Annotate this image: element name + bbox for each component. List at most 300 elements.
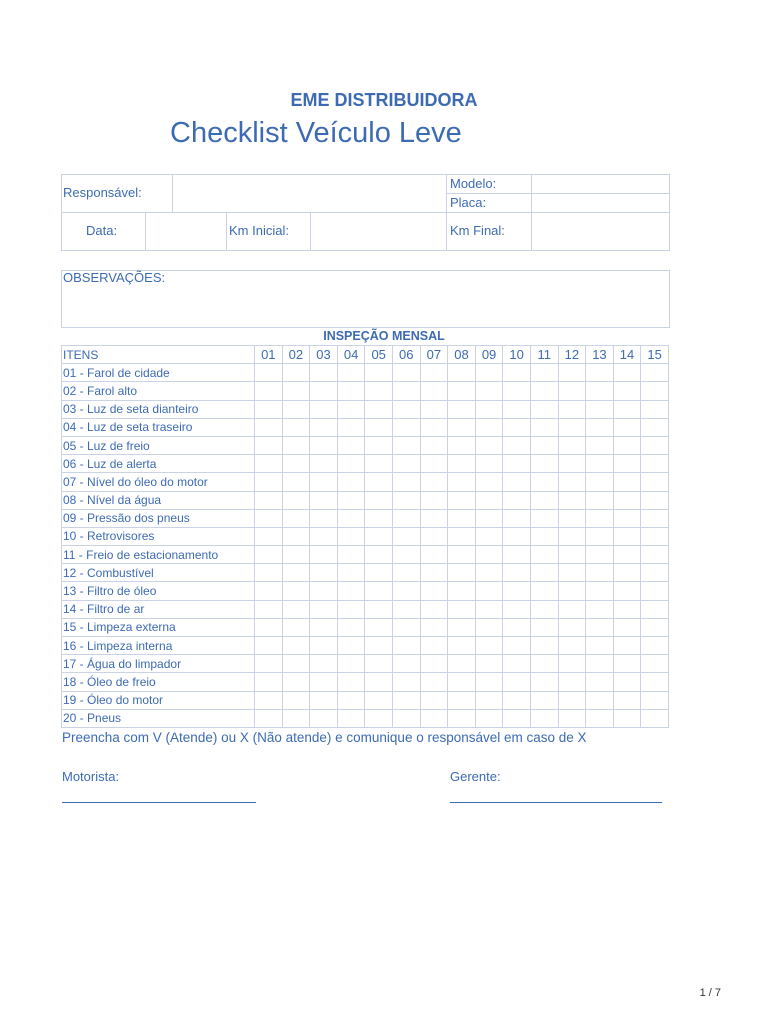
- check-cell[interactable]: [586, 436, 614, 454]
- check-cell[interactable]: [613, 473, 641, 491]
- check-cell[interactable]: [613, 564, 641, 582]
- check-cell[interactable]: [255, 527, 283, 545]
- check-cell[interactable]: [503, 400, 531, 418]
- check-cell[interactable]: [613, 582, 641, 600]
- check-cell[interactable]: [310, 655, 338, 673]
- check-cell[interactable]: [310, 527, 338, 545]
- check-cell[interactable]: [475, 400, 503, 418]
- check-cell[interactable]: [503, 600, 531, 618]
- check-cell[interactable]: [613, 400, 641, 418]
- check-cell[interactable]: [365, 527, 393, 545]
- check-cell[interactable]: [558, 673, 586, 691]
- check-cell[interactable]: [503, 382, 531, 400]
- check-cell[interactable]: [586, 564, 614, 582]
- check-cell[interactable]: [310, 418, 338, 436]
- check-cell[interactable]: [420, 455, 448, 473]
- check-cell[interactable]: [310, 436, 338, 454]
- check-cell[interactable]: [255, 509, 283, 527]
- check-cell[interactable]: [448, 527, 476, 545]
- check-cell[interactable]: [613, 491, 641, 509]
- check-cell[interactable]: [641, 709, 669, 727]
- check-cell[interactable]: [613, 637, 641, 655]
- check-cell[interactable]: [530, 546, 558, 564]
- check-cell[interactable]: [586, 709, 614, 727]
- check-cell[interactable]: [392, 655, 420, 673]
- check-cell[interactable]: [475, 364, 503, 382]
- check-cell[interactable]: [475, 436, 503, 454]
- check-cell[interactable]: [392, 509, 420, 527]
- check-cell[interactable]: [337, 618, 365, 636]
- check-cell[interactable]: [503, 527, 531, 545]
- check-cell[interactable]: [503, 418, 531, 436]
- check-cell[interactable]: [641, 655, 669, 673]
- check-cell[interactable]: [420, 382, 448, 400]
- check-cell[interactable]: [337, 491, 365, 509]
- check-cell[interactable]: [255, 582, 283, 600]
- check-cell[interactable]: [420, 491, 448, 509]
- check-cell[interactable]: [586, 473, 614, 491]
- check-cell[interactable]: [448, 400, 476, 418]
- check-cell[interactable]: [475, 564, 503, 582]
- check-cell[interactable]: [503, 509, 531, 527]
- check-cell[interactable]: [337, 655, 365, 673]
- check-cell[interactable]: [365, 491, 393, 509]
- check-cell[interactable]: [641, 455, 669, 473]
- check-cell[interactable]: [641, 564, 669, 582]
- check-cell[interactable]: [530, 691, 558, 709]
- check-cell[interactable]: [503, 364, 531, 382]
- check-cell[interactable]: [586, 400, 614, 418]
- check-cell[interactable]: [530, 382, 558, 400]
- check-cell[interactable]: [586, 364, 614, 382]
- check-cell[interactable]: [255, 618, 283, 636]
- check-cell[interactable]: [475, 491, 503, 509]
- check-cell[interactable]: [420, 691, 448, 709]
- check-cell[interactable]: [420, 673, 448, 691]
- check-cell[interactable]: [530, 491, 558, 509]
- check-cell[interactable]: [337, 709, 365, 727]
- check-cell[interactable]: [282, 600, 310, 618]
- check-cell[interactable]: [365, 400, 393, 418]
- check-cell[interactable]: [392, 564, 420, 582]
- check-cell[interactable]: [530, 564, 558, 582]
- check-cell[interactable]: [310, 709, 338, 727]
- check-cell[interactable]: [310, 673, 338, 691]
- check-cell[interactable]: [282, 473, 310, 491]
- check-cell[interactable]: [475, 455, 503, 473]
- check-cell[interactable]: [530, 400, 558, 418]
- check-cell[interactable]: [392, 364, 420, 382]
- check-cell[interactable]: [310, 546, 338, 564]
- check-cell[interactable]: [282, 382, 310, 400]
- check-cell[interactable]: [392, 546, 420, 564]
- check-cell[interactable]: [420, 418, 448, 436]
- check-cell[interactable]: [586, 546, 614, 564]
- check-cell[interactable]: [475, 709, 503, 727]
- check-cell[interactable]: [448, 546, 476, 564]
- check-cell[interactable]: [337, 400, 365, 418]
- check-cell[interactable]: [641, 509, 669, 527]
- check-cell[interactable]: [475, 600, 503, 618]
- check-cell[interactable]: [365, 436, 393, 454]
- check-cell[interactable]: [641, 364, 669, 382]
- check-cell[interactable]: [448, 382, 476, 400]
- check-cell[interactable]: [337, 382, 365, 400]
- check-cell[interactable]: [641, 418, 669, 436]
- check-cell[interactable]: [282, 491, 310, 509]
- check-cell[interactable]: [641, 618, 669, 636]
- check-cell[interactable]: [337, 455, 365, 473]
- check-cell[interactable]: [613, 382, 641, 400]
- check-cell[interactable]: [558, 564, 586, 582]
- check-cell[interactable]: [530, 455, 558, 473]
- check-cell[interactable]: [420, 509, 448, 527]
- check-cell[interactable]: [503, 709, 531, 727]
- check-cell[interactable]: [420, 546, 448, 564]
- check-cell[interactable]: [613, 418, 641, 436]
- check-cell[interactable]: [530, 600, 558, 618]
- check-cell[interactable]: [337, 527, 365, 545]
- check-cell[interactable]: [337, 564, 365, 582]
- check-cell[interactable]: [475, 655, 503, 673]
- check-cell[interactable]: [530, 509, 558, 527]
- check-cell[interactable]: [530, 418, 558, 436]
- check-cell[interactable]: [448, 364, 476, 382]
- check-cell[interactable]: [448, 637, 476, 655]
- check-cell[interactable]: [475, 582, 503, 600]
- check-cell[interactable]: [255, 546, 283, 564]
- check-cell[interactable]: [475, 618, 503, 636]
- check-cell[interactable]: [282, 455, 310, 473]
- check-cell[interactable]: [558, 691, 586, 709]
- check-cell[interactable]: [558, 546, 586, 564]
- check-cell[interactable]: [392, 382, 420, 400]
- check-cell[interactable]: [255, 400, 283, 418]
- check-cell[interactable]: [255, 655, 283, 673]
- check-cell[interactable]: [420, 582, 448, 600]
- check-cell[interactable]: [586, 455, 614, 473]
- check-cell[interactable]: [282, 618, 310, 636]
- check-cell[interactable]: [613, 655, 641, 673]
- check-cell[interactable]: [420, 473, 448, 491]
- check-cell[interactable]: [475, 382, 503, 400]
- check-cell[interactable]: [613, 527, 641, 545]
- check-cell[interactable]: [420, 564, 448, 582]
- check-cell[interactable]: [641, 491, 669, 509]
- check-cell[interactable]: [586, 618, 614, 636]
- check-cell[interactable]: [365, 418, 393, 436]
- check-cell[interactable]: [282, 436, 310, 454]
- check-cell[interactable]: [613, 436, 641, 454]
- check-cell[interactable]: [420, 600, 448, 618]
- check-cell[interactable]: [337, 509, 365, 527]
- check-cell[interactable]: [337, 436, 365, 454]
- check-cell[interactable]: [420, 436, 448, 454]
- check-cell[interactable]: [558, 364, 586, 382]
- check-cell[interactable]: [310, 382, 338, 400]
- check-cell[interactable]: [310, 455, 338, 473]
- check-cell[interactable]: [365, 673, 393, 691]
- check-cell[interactable]: [310, 491, 338, 509]
- check-cell[interactable]: [475, 509, 503, 527]
- check-cell[interactable]: [392, 455, 420, 473]
- check-cell[interactable]: [255, 364, 283, 382]
- check-cell[interactable]: [530, 473, 558, 491]
- check-cell[interactable]: [282, 400, 310, 418]
- check-cell[interactable]: [558, 418, 586, 436]
- check-cell[interactable]: [558, 473, 586, 491]
- check-cell[interactable]: [586, 418, 614, 436]
- check-cell[interactable]: [641, 546, 669, 564]
- check-cell[interactable]: [365, 618, 393, 636]
- check-cell[interactable]: [475, 673, 503, 691]
- check-cell[interactable]: [641, 582, 669, 600]
- check-cell[interactable]: [365, 455, 393, 473]
- check-cell[interactable]: [586, 673, 614, 691]
- check-cell[interactable]: [392, 673, 420, 691]
- check-cell[interactable]: [503, 455, 531, 473]
- check-cell[interactable]: [310, 600, 338, 618]
- check-cell[interactable]: [310, 473, 338, 491]
- check-cell[interactable]: [475, 527, 503, 545]
- check-cell[interactable]: [558, 527, 586, 545]
- check-cell[interactable]: [586, 691, 614, 709]
- check-cell[interactable]: [365, 509, 393, 527]
- check-cell[interactable]: [558, 491, 586, 509]
- check-cell[interactable]: [558, 509, 586, 527]
- check-cell[interactable]: [420, 364, 448, 382]
- check-cell[interactable]: [282, 527, 310, 545]
- check-cell[interactable]: [475, 691, 503, 709]
- check-cell[interactable]: [392, 709, 420, 727]
- check-cell[interactable]: [448, 691, 476, 709]
- check-cell[interactable]: [558, 455, 586, 473]
- check-cell[interactable]: [255, 418, 283, 436]
- check-cell[interactable]: [503, 436, 531, 454]
- check-cell[interactable]: [365, 382, 393, 400]
- check-cell[interactable]: [613, 600, 641, 618]
- check-cell[interactable]: [282, 364, 310, 382]
- check-cell[interactable]: [586, 382, 614, 400]
- check-cell[interactable]: [310, 637, 338, 655]
- check-cell[interactable]: [420, 637, 448, 655]
- check-cell[interactable]: [365, 564, 393, 582]
- check-cell[interactable]: [641, 527, 669, 545]
- check-cell[interactable]: [448, 673, 476, 691]
- check-cell[interactable]: [530, 364, 558, 382]
- check-cell[interactable]: [530, 655, 558, 673]
- check-cell[interactable]: [503, 582, 531, 600]
- check-cell[interactable]: [310, 400, 338, 418]
- check-cell[interactable]: [282, 509, 310, 527]
- check-cell[interactable]: [558, 582, 586, 600]
- check-cell[interactable]: [503, 618, 531, 636]
- check-cell[interactable]: [392, 618, 420, 636]
- check-cell[interactable]: [613, 709, 641, 727]
- check-cell[interactable]: [641, 436, 669, 454]
- check-cell[interactable]: [503, 637, 531, 655]
- check-cell[interactable]: [337, 473, 365, 491]
- check-cell[interactable]: [448, 418, 476, 436]
- check-cell[interactable]: [282, 564, 310, 582]
- check-cell[interactable]: [558, 436, 586, 454]
- check-cell[interactable]: [530, 618, 558, 636]
- check-cell[interactable]: [641, 673, 669, 691]
- check-cell[interactable]: [448, 491, 476, 509]
- check-cell[interactable]: [475, 546, 503, 564]
- check-cell[interactable]: [641, 473, 669, 491]
- check-cell[interactable]: [282, 655, 310, 673]
- check-cell[interactable]: [337, 546, 365, 564]
- check-cell[interactable]: [530, 436, 558, 454]
- check-cell[interactable]: [641, 400, 669, 418]
- check-cell[interactable]: [448, 709, 476, 727]
- check-cell[interactable]: [641, 600, 669, 618]
- check-cell[interactable]: [255, 491, 283, 509]
- check-cell[interactable]: [475, 418, 503, 436]
- check-cell[interactable]: [448, 618, 476, 636]
- check-cell[interactable]: [392, 418, 420, 436]
- check-cell[interactable]: [475, 473, 503, 491]
- check-cell[interactable]: [613, 618, 641, 636]
- check-cell[interactable]: [392, 436, 420, 454]
- check-cell[interactable]: [503, 473, 531, 491]
- check-cell[interactable]: [365, 600, 393, 618]
- check-cell[interactable]: [282, 418, 310, 436]
- check-cell[interactable]: [255, 709, 283, 727]
- check-cell[interactable]: [641, 382, 669, 400]
- check-cell[interactable]: [558, 637, 586, 655]
- check-cell[interactable]: [420, 618, 448, 636]
- check-cell[interactable]: [255, 455, 283, 473]
- check-cell[interactable]: [448, 564, 476, 582]
- check-cell[interactable]: [420, 655, 448, 673]
- check-cell[interactable]: [503, 655, 531, 673]
- check-cell[interactable]: [613, 673, 641, 691]
- check-cell[interactable]: [392, 691, 420, 709]
- check-cell[interactable]: [503, 546, 531, 564]
- check-cell[interactable]: [337, 364, 365, 382]
- check-cell[interactable]: [558, 709, 586, 727]
- check-cell[interactable]: [255, 637, 283, 655]
- check-cell[interactable]: [503, 691, 531, 709]
- check-cell[interactable]: [448, 473, 476, 491]
- check-cell[interactable]: [448, 655, 476, 673]
- check-cell[interactable]: [310, 691, 338, 709]
- check-cell[interactable]: [337, 673, 365, 691]
- check-cell[interactable]: [586, 600, 614, 618]
- check-cell[interactable]: [255, 691, 283, 709]
- check-cell[interactable]: [586, 582, 614, 600]
- check-cell[interactable]: [448, 600, 476, 618]
- check-cell[interactable]: [392, 400, 420, 418]
- check-cell[interactable]: [448, 582, 476, 600]
- check-cell[interactable]: [310, 582, 338, 600]
- check-cell[interactable]: [337, 691, 365, 709]
- check-cell[interactable]: [558, 382, 586, 400]
- check-cell[interactable]: [365, 691, 393, 709]
- check-cell[interactable]: [255, 600, 283, 618]
- check-cell[interactable]: [365, 709, 393, 727]
- check-cell[interactable]: [448, 436, 476, 454]
- check-cell[interactable]: [392, 582, 420, 600]
- check-cell[interactable]: [392, 637, 420, 655]
- check-cell[interactable]: [255, 473, 283, 491]
- check-cell[interactable]: [255, 436, 283, 454]
- check-cell[interactable]: [365, 473, 393, 491]
- check-cell[interactable]: [282, 637, 310, 655]
- check-cell[interactable]: [420, 527, 448, 545]
- check-cell[interactable]: [530, 582, 558, 600]
- check-cell[interactable]: [558, 618, 586, 636]
- check-cell[interactable]: [475, 637, 503, 655]
- check-cell[interactable]: [365, 655, 393, 673]
- check-cell[interactable]: [337, 637, 365, 655]
- check-cell[interactable]: [530, 673, 558, 691]
- check-cell[interactable]: [310, 364, 338, 382]
- check-cell[interactable]: [310, 509, 338, 527]
- check-cell[interactable]: [613, 455, 641, 473]
- check-cell[interactable]: [420, 400, 448, 418]
- check-cell[interactable]: [392, 527, 420, 545]
- check-cell[interactable]: [503, 564, 531, 582]
- check-cell[interactable]: [365, 546, 393, 564]
- check-cell[interactable]: [586, 527, 614, 545]
- check-cell[interactable]: [530, 527, 558, 545]
- check-cell[interactable]: [365, 637, 393, 655]
- check-cell[interactable]: [282, 709, 310, 727]
- check-cell[interactable]: [530, 709, 558, 727]
- check-cell[interactable]: [448, 509, 476, 527]
- check-cell[interactable]: [530, 637, 558, 655]
- check-cell[interactable]: [558, 400, 586, 418]
- check-cell[interactable]: [613, 546, 641, 564]
- check-cell[interactable]: [310, 564, 338, 582]
- check-cell[interactable]: [392, 491, 420, 509]
- check-cell[interactable]: [586, 637, 614, 655]
- check-cell[interactable]: [365, 364, 393, 382]
- check-cell[interactable]: [558, 600, 586, 618]
- check-cell[interactable]: [282, 546, 310, 564]
- check-cell[interactable]: [337, 418, 365, 436]
- check-cell[interactable]: [310, 618, 338, 636]
- check-cell[interactable]: [282, 582, 310, 600]
- check-cell[interactable]: [448, 455, 476, 473]
- check-cell[interactable]: [503, 491, 531, 509]
- check-cell[interactable]: [586, 655, 614, 673]
- check-cell[interactable]: [641, 637, 669, 655]
- check-cell[interactable]: [641, 691, 669, 709]
- check-cell[interactable]: [558, 655, 586, 673]
- check-cell[interactable]: [337, 600, 365, 618]
- check-cell[interactable]: [503, 673, 531, 691]
- check-cell[interactable]: [613, 509, 641, 527]
- check-cell[interactable]: [337, 582, 365, 600]
- check-cell[interactable]: [586, 491, 614, 509]
- check-cell[interactable]: [586, 509, 614, 527]
- check-cell[interactable]: [255, 382, 283, 400]
- check-cell[interactable]: [613, 364, 641, 382]
- check-cell[interactable]: [365, 582, 393, 600]
- check-cell[interactable]: [282, 673, 310, 691]
- check-cell[interactable]: [392, 600, 420, 618]
- check-cell[interactable]: [255, 564, 283, 582]
- check-cell[interactable]: [613, 691, 641, 709]
- check-cell[interactable]: [255, 673, 283, 691]
- check-cell[interactable]: [282, 691, 310, 709]
- check-cell[interactable]: [420, 709, 448, 727]
- check-cell[interactable]: [392, 473, 420, 491]
